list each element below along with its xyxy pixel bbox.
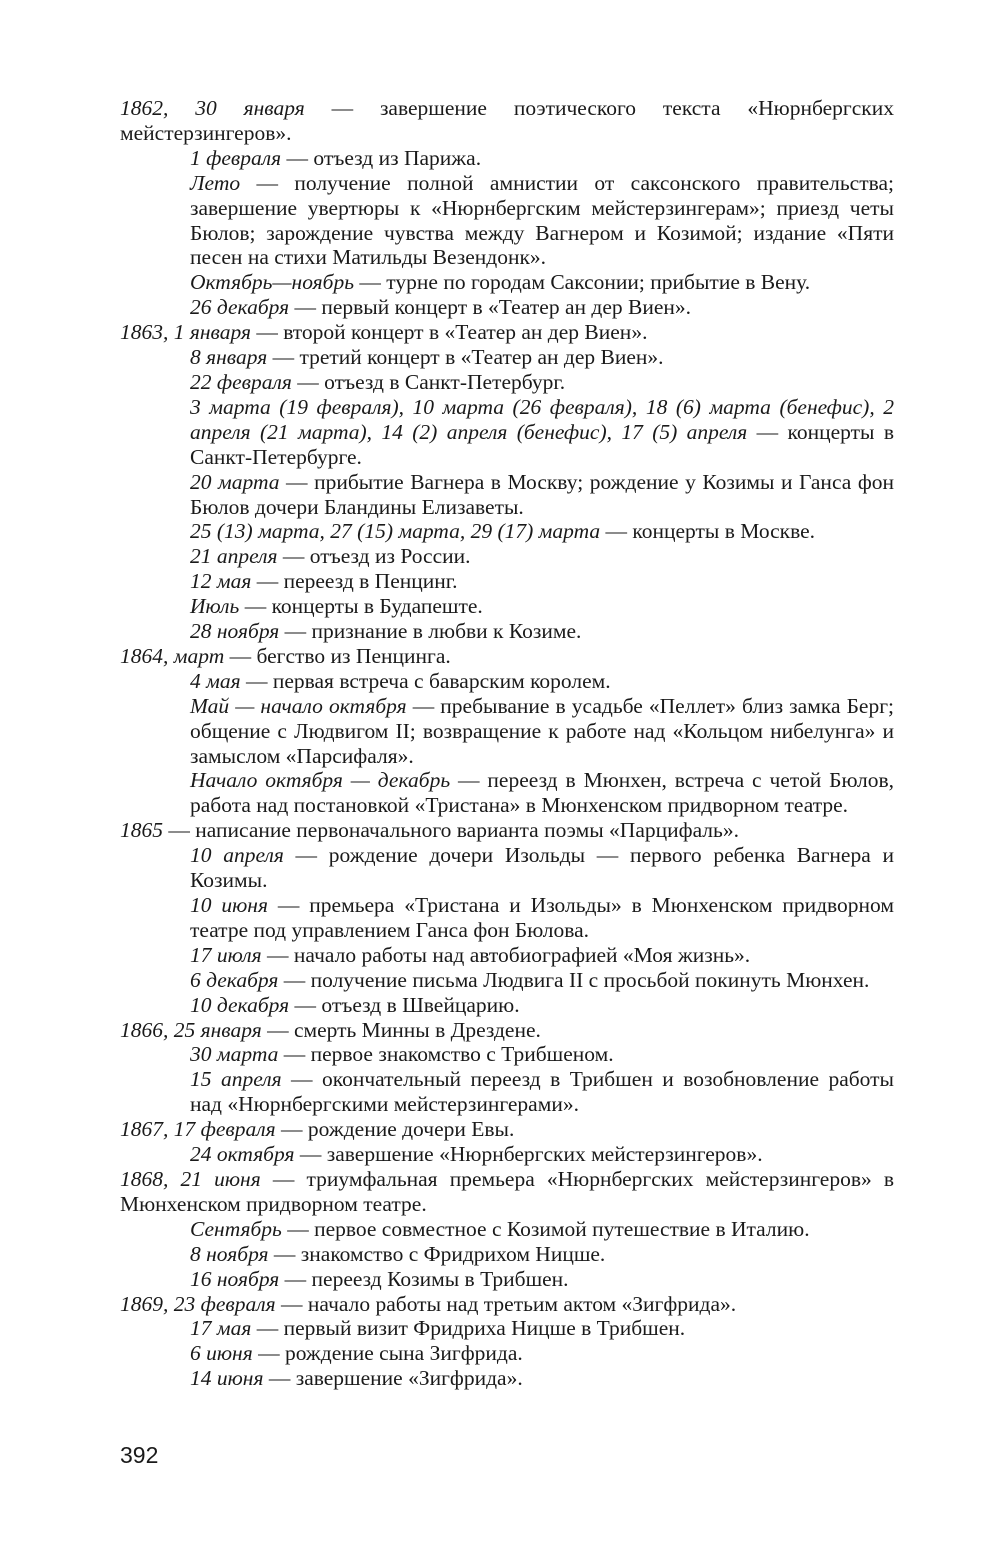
event-entry: 14 июня — завершение «Зигфрида». [190,1366,523,1391]
entry-date: 10 апреля [190,843,284,868]
entry-text: отъезд из Парижа. [313,145,482,170]
entry-text: второй концерт в «Театер ан дер Виен». [283,320,648,345]
entry-text: смерть Минны в Дрездене. [293,1017,541,1042]
entry-text: пребывание в усадьбе «Пеллет» близ замка Берг; общение с Людвигом II; возвращение к работе над «Кольцом нибелунга» и замыслом «Парсифаля». [190,693,895,768]
entry-date: 1 февраля [190,145,282,170]
entry-text: начало работы над третьим актом «Зигфрида». [307,1291,737,1316]
entry-text: переезд в Пенцинг. [283,569,458,594]
event-entry: 6 июня — рождение сына Зигфрида. [190,1341,523,1366]
entry-date: 1868, 21 июня [120,1166,261,1191]
event-entry: 6 декабря — получение письма Людвига II с просьбой покинуть Мюнхен. [190,967,870,992]
event-entry: 24 октября — завершение «Нюрнбергских мейстерзингеров». [190,1142,763,1167]
entry-text: турне по городам Саксонии; прибытие в Вену. [386,270,811,295]
entry-text: переезд Козимы в Трибшен. [311,1266,569,1291]
event-entry: 17 июля — начало работы над автобиографией «Моя жизнь». [190,942,751,967]
year-entry: 1863, 1 января — второй концерт в «Театер ан дер Виен». [120,320,648,345]
entry-text: переезд в Мюнхен, встреча с четой Бюлов, работа над постановкой «Тристана» в Мюнхенском придворном театре. [190,768,894,818]
event-entry: 8 ноября — знакомство с Фридрихом Ницше. [190,1241,606,1266]
event-entry: 26 декабря — первый концерт в «Театер ан дер Виен». [190,295,692,320]
event-entry: 4 мая — первая встреча с баварским королем. [190,668,611,693]
entry-text: первое совместное с Козимой путешествие в Италию. [314,1216,810,1241]
entry-text: первое знакомство с Трибшеном. [310,1042,614,1067]
entry-date: 15 апреля [190,1067,282,1092]
year-entry: 1864, март — бегство из Пенцинга. [120,643,451,668]
event-entry: 28 ноября — признание в любви к Козиме. [190,619,582,644]
entry-text: первый визит Фридриха Ницше в Трибшен. [283,1316,686,1341]
entry-text: завершение «Зигфрида». [295,1366,523,1391]
year-entry: 1868, 21 июня — триумфальная премьера «Нюрнбергских мейстерзингеров» в Мюнхенском придворном театре. [120,1166,894,1216]
entry-date: 4 мая [190,668,241,693]
entry-text: концерты в Москве. [632,519,816,544]
event-entry: 17 мая — первый визит Фридриха Ницше в Трибшен. [190,1316,686,1341]
event-entry: Май — начало октября — пребывание в усадьбе «Пеллет» близ замка Берг; общение с Людвигом II; возвращение к работе над «Кольцом нибелунга» и замыслом «Парсифаля». [190,693,895,768]
entry-text: бегство из Пенцинга. [256,643,451,668]
entry-text: отъезд в Швейцарию. [321,992,520,1017]
entry-text: отъезд в Санкт-Петербург. [324,369,566,394]
entry-date: 1866, 25 января [120,1017,262,1042]
entry-date: 24 октября [190,1142,295,1167]
entry-text: завершение поэтического текста «Нюрнбергских мейстерзингеров». [120,96,894,145]
entry-date: 22 февраля [190,369,292,394]
entry-date: 12 мая [190,569,252,594]
entry-text: признание в любви к Козиме. [311,619,582,644]
event-entry: 10 июня — премьера «Тристана и Изольды» в Мюнхенском придворном театре под управлением Ганса фон Бюлова. [190,893,895,942]
chronology-list [120,96,894,1391]
event-entry: 1 февраля — отъезд из Парижа. [190,145,482,170]
entry-date: 1862, 30 января [120,96,305,120]
event-entry: 20 марта — прибытие Вагнера в Москву; рождение у Козимы и Ганса фон Бюлов дочери Бландины Елизаветы. [190,469,895,519]
entry-text: получение письма Людвига II с просьбой покинуть Мюнхен. [310,967,870,992]
entry-date: 6 декабря [190,967,279,992]
entry-date: 21 апреля [190,544,278,569]
entry-date: Июль [190,594,240,619]
entry-text: рождение дочери Изольды — первого ребенка Вагнера и Козимы. [190,843,894,893]
entry-date: 1864, март [120,643,225,668]
entry-text: премьера «Тристана и Изольды» в Мюнхенском придворном театре под управлением Ганса фон Бюлова. [190,893,895,942]
entry-date: 1869, 23 февраля [120,1291,276,1316]
entry-text: знакомство с Фридрихом Ницше. [300,1241,606,1266]
entry-date: 17 июля [190,942,262,967]
entry-date: 14 июня [190,1366,264,1391]
entry-text: завершение «Нюрнбергских мейстерзингеров». [326,1142,763,1167]
entry-text: начало работы над автобиографией «Моя жизнь». [293,942,751,967]
entry-text: прибытие Вагнера в Москву; рождение у Козимы и Ганса фон Бюлов дочери Бландины Елизаветы. [190,469,895,519]
entry-date: Начало октября — декабрь [190,768,451,793]
entry-date: 3 марта (19 февраля), 10 марта (26 февраля), 18 (6) марта (бенефис), 2 апреля (21 марта), 14 (2) апреля (бенефис), 17 (5) апреля [190,394,894,444]
entry-text: получение полной амнистии от саксонского правительства; завершение увертюры к «Нюрнбергским мейстерзингерам»; приезд четы Бюлов; зарождение чувства между Вагнером и Козимой; издание «Пяти песен на стихи Матильды Везендонк». [190,170,894,270]
entry-date: 10 июня [190,893,268,917]
entry-text: третий концерт в «Театер ан дер Виен». [299,345,664,370]
entry-date: 1867, 17 февраля [120,1117,276,1142]
year-entry: 1869, 23 февраля — начало работы над третьим актом «Зигфрида». [120,1291,737,1316]
entry-date: 8 ноября [190,1241,269,1266]
year-entry: 1867, 17 февраля — рождение дочери Евы. [120,1117,515,1142]
year-entry: 1866, 25 января — смерть Минны в Дрездене. [120,1017,541,1042]
entry-date: Сентябрь [190,1216,282,1241]
event-entry: Лето — получение полной амнистии от саксонского правительства; завершение увертюры к «Нюрнбергским мейстерзингерам»; приезд четы Бюлов; зарождение чувства между Вагнером и Козимой; издание «Пяти песен на стихи Матильды Везендонк». [190,170,894,270]
entry-text: первая встреча с баварским королем. [272,668,611,693]
event-entry: 10 апреля — рождение дочери Изольды — первого ребенка Вагнера и Козимы. [190,843,894,893]
event-entry: 8 января — третий концерт в «Театер ан дер Виен». [190,345,664,370]
entry-text: написание первоначального варианта поэмы «Парцифаль». [195,818,739,843]
event-entry: 3 марта (19 февраля), 10 марта (26 февраля), 18 (6) марта (бенефис), 2 апреля (21 марта), 14 (2) апреля (бенефис), 17 (5) апреля — концерты в Санкт-Петербурге. [190,394,895,469]
event-entry: 16 ноября — переезд Козимы в Трибшен. [190,1266,569,1291]
event-entry: 30 марта — первое знакомство с Трибшеном. [190,1042,614,1067]
entry-date: 30 марта [190,1042,279,1067]
entry-date: 6 июня [190,1341,253,1366]
entry-date: 1865 [120,818,163,843]
entry-text: отъезд из России. [309,544,471,569]
entry-date: Октябрь—ноябрь [190,270,355,295]
entry-date: 10 декабря [190,992,290,1017]
event-entry: Октябрь—ноябрь — турне по городам Саксонии; прибытие в Вену. [190,270,811,295]
entry-date: 17 мая [190,1316,252,1341]
entry-text: рождение дочери Евы. [307,1117,515,1142]
entry-text: триумфальная премьера «Нюрнбергских мейстерзингеров» в Мюнхенском придворном театре. [120,1166,894,1216]
event-entry: 15 апреля — окончательный переезд в Трибшен и возобновление работы над «Нюрнбергскими мейстерзингерами». [190,1067,894,1117]
entry-date: 20 марта [190,469,280,494]
event-entry: Начало октября — декабрь — переезд в Мюнхен, встреча с четой Бюлов, работа над постановкой «Тристана» в Мюнхенском придворном театре. [190,768,894,818]
event-entry: 10 декабря — отъезд в Швейцарию. [190,992,520,1017]
entry-date: 16 ноября [190,1266,280,1291]
entry-text: окончательный переезд в Трибшен и возобновление работы над «Нюрнбергскими мейстерзингерами». [190,1067,894,1117]
entry-text: рождение сына Зигфрида. [284,1341,523,1366]
entry-text: первый концерт в «Театер ан дер Виен». [321,295,692,320]
entry-date: 8 января [190,345,268,370]
entry-date: 25 (13) марта, 27 (15) марта, 29 (17) марта [190,519,601,544]
event-entry: Сентябрь — первое совместное с Козимой путешествие в Италию. [190,1216,810,1241]
entry-date: Май — начало октября [190,693,407,718]
event-entry: Июль — концерты в Будапеште. [190,594,483,619]
entry-text: концерты в Санкт-Петербурге. [190,419,895,469]
year-entry: 1865 — написание первоначального варианта поэмы «Парцифаль». [120,818,739,843]
entry-date: 26 декабря [190,295,290,320]
entry-date: Лето [190,170,241,195]
event-entry: 12 мая — переезд в Пенцинг. [190,569,458,594]
event-entry: 22 февраля — отъезд в Санкт-Петербург. [190,369,566,394]
event-entry: 25 (13) марта, 27 (15) марта, 29 (17) марта — концерты в Москве. [190,519,816,544]
entry-text: концерты в Будапеште. [271,594,483,619]
page-number: 392 [120,1442,159,1468]
event-entry: 21 апреля — отъезд из России. [190,544,471,569]
entry-date: 1863, 1 января [120,320,251,345]
entry-date: 28 ноября [190,619,280,644]
year-entry: 1862, 30 января — завершение поэтического текста «Нюрнбергских мейстерзингеров». [120,96,894,145]
